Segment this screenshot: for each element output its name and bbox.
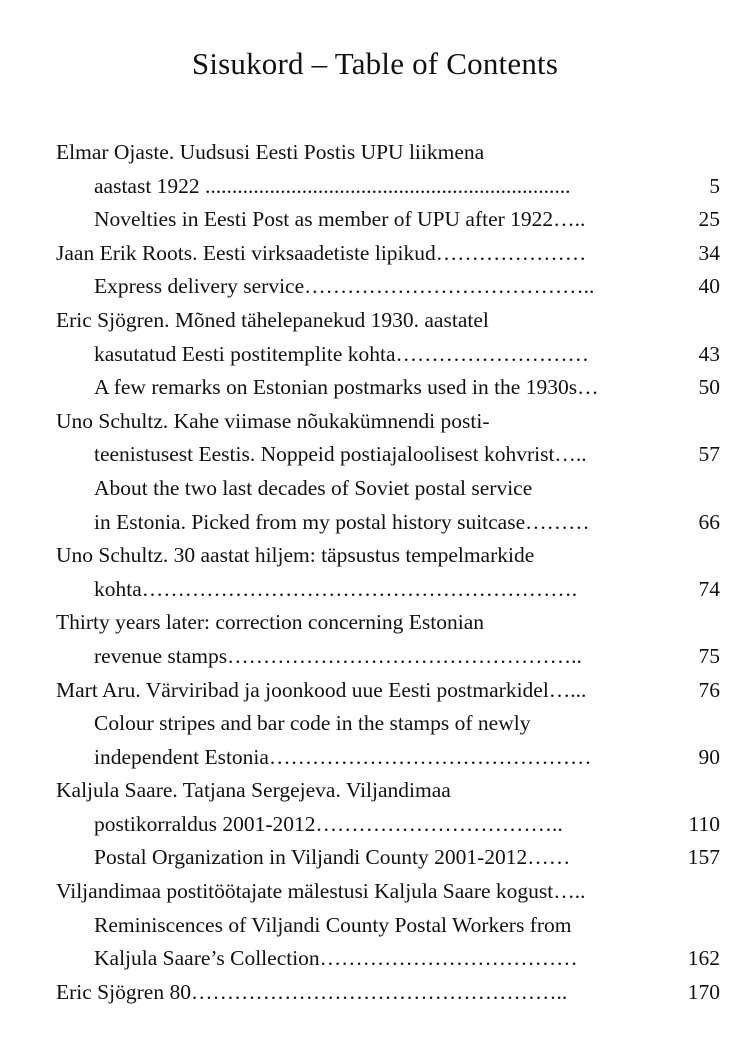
toc-text: postikorraldus 2001-2012…………………………….. bbox=[94, 811, 563, 836]
toc-line bbox=[56, 573, 720, 607]
toc-text: Reminiscences of Viljandi County Postal Workers from bbox=[94, 912, 572, 937]
toc-text: in Estonia. Picked from my postal history suitcase……… bbox=[94, 509, 590, 534]
toc-line-author bbox=[56, 539, 720, 573]
toc-text: Elmar Ojaste. Uudsusi Eesti Postis UPU liikmena bbox=[56, 140, 485, 164]
toc-line bbox=[56, 841, 720, 875]
toc-line bbox=[56, 808, 720, 842]
toc-text: Novelties in Eesti Post as member of UPU after 1922….. bbox=[94, 207, 586, 232]
toc-line bbox=[56, 270, 720, 304]
toc-text: Eric Sjögren 80…………………………………………….. bbox=[56, 979, 568, 1004]
toc-line bbox=[56, 942, 720, 976]
toc-text: About the two last decades of Soviet postal service bbox=[94, 475, 533, 500]
toc-text: kohta……………………………………………………. bbox=[94, 576, 578, 601]
toc-line bbox=[56, 909, 720, 943]
toc-line-author bbox=[56, 774, 720, 808]
toc-page-number: 43 bbox=[698, 341, 720, 366]
toc-text: A few remarks on Estonian postmarks used in the 1930s… bbox=[94, 375, 599, 400]
toc-line bbox=[56, 472, 720, 506]
toc-text: Express delivery service………………………………….. bbox=[94, 274, 595, 299]
toc-line-author bbox=[56, 875, 720, 909]
toc-page-number: 50 bbox=[698, 375, 720, 400]
toc-page-number: 170 bbox=[687, 979, 720, 1004]
toc-line bbox=[56, 741, 720, 775]
toc-text: kasutatud Eesti postitemplite kohta……………………… bbox=[94, 341, 590, 366]
toc-text: teenistusest Eestis. Noppeid postiajaloolisest kohvrist….. bbox=[94, 442, 587, 467]
toc-page-number: 5 bbox=[709, 173, 720, 198]
table-of-contents bbox=[56, 136, 720, 1009]
toc-text: Uno Schultz. 30 aastat hiljem: täpsustus tempelmarkide bbox=[56, 543, 535, 568]
toc-page-number: 76 bbox=[698, 677, 720, 702]
toc-text: Kaljula Saare’s Collection……………………………… bbox=[94, 946, 578, 971]
toc-line bbox=[56, 438, 720, 472]
toc-page-number: 25 bbox=[698, 207, 720, 232]
toc-text: Eric Sjögren. Mõned tähelepanekud 1930. aastatel bbox=[56, 307, 489, 332]
toc-line-author bbox=[56, 976, 720, 1010]
toc-text: Mart Aru. Värviribad ja joonkood uue Eesti postmarkidel…... bbox=[56, 677, 587, 702]
toc-page-number: 40 bbox=[698, 274, 720, 299]
toc-text: Postal Organization in Viljandi County 2001-2012…… bbox=[94, 845, 571, 870]
toc-text: Viljandimaa postitöötajate mälestusi Kaljula Saare kogust….. bbox=[56, 879, 586, 904]
toc-text: Uno Schultz. Kahe viimase nõukakümnendi posti- bbox=[56, 408, 490, 433]
toc-line bbox=[56, 338, 720, 372]
toc-text: Kaljula Saare. Tatjana Sergejeva. Viljandimaa bbox=[56, 778, 451, 803]
toc-page-number: 110 bbox=[688, 811, 720, 836]
toc-line-author bbox=[56, 136, 720, 170]
toc-line-author bbox=[56, 237, 720, 271]
toc-page-number: 162 bbox=[687, 946, 720, 971]
toc-page-number: 66 bbox=[698, 509, 720, 534]
toc-text: revenue stamps………………………………………….. bbox=[94, 643, 582, 668]
page-title: Sisukord – Table of Contents bbox=[191, 46, 559, 81]
toc-page-number: 90 bbox=[698, 744, 720, 769]
toc-line-author bbox=[56, 304, 720, 338]
toc-page-number: 57 bbox=[698, 442, 720, 467]
toc-page-number: 75 bbox=[698, 643, 720, 668]
toc-text: aastast 1922 .................................................................... bbox=[94, 173, 571, 198]
toc-line bbox=[56, 203, 720, 237]
toc-text: Jaan Erik Roots. Eesti virksaadetiste lipikud………………… bbox=[56, 240, 587, 265]
toc-line bbox=[56, 640, 720, 674]
toc-line-author bbox=[56, 606, 720, 640]
toc-page-number: 34 bbox=[698, 240, 720, 265]
toc-line-author bbox=[56, 405, 720, 439]
toc-text: Thirty years later: correction concerning Estonian bbox=[56, 610, 485, 635]
toc-page-number: 74 bbox=[698, 576, 720, 601]
toc-line bbox=[56, 371, 720, 405]
toc-text: Colour stripes and bar code in the stamps of newly bbox=[94, 711, 531, 736]
toc-line bbox=[56, 170, 720, 204]
toc-line bbox=[56, 506, 720, 540]
toc-line-author bbox=[56, 674, 720, 708]
toc-line bbox=[56, 707, 720, 741]
toc-text: independent Estonia……………………………………… bbox=[94, 744, 592, 769]
toc-page-number: 157 bbox=[687, 845, 720, 870]
